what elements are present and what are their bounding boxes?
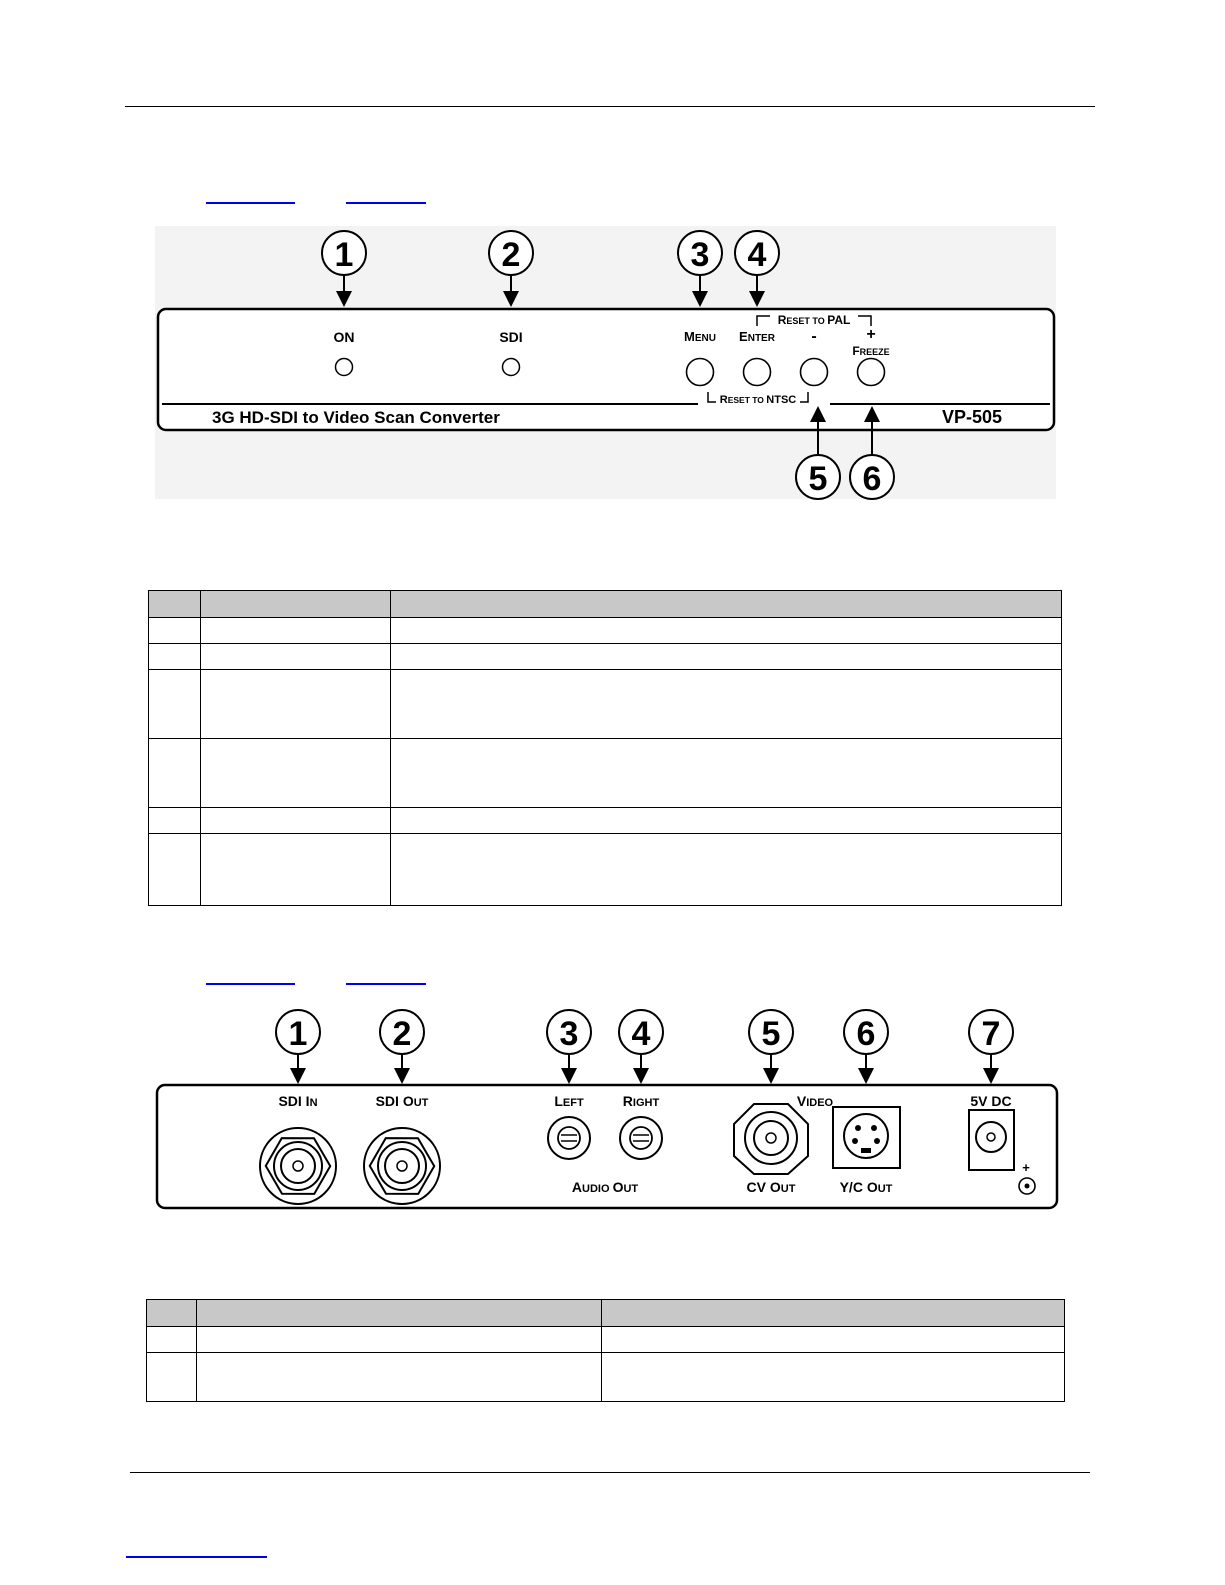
svg-text:3: 3 (690, 236, 710, 274)
reset-to-ntsc-label: RESET TO NTSC (719, 394, 797, 406)
menu-button-label: MENU (684, 329, 716, 344)
led-on-indicator (336, 359, 353, 376)
yc-out-label: Y/C OUT (839, 1179, 893, 1195)
svg-text:+: + (1022, 1160, 1030, 1175)
left-audio-rca-connector[interactable] (548, 1117, 590, 1159)
callout-1 (322, 231, 366, 299)
table-row (149, 739, 1062, 808)
rear-panel-figure (140, 1000, 1070, 1220)
callout-1 (276, 1010, 320, 1076)
svg-text:5: 5 (761, 1015, 781, 1053)
plus-freeze-button[interactable] (858, 359, 885, 386)
plus-button-label: + (866, 326, 876, 343)
callout-5 (749, 1010, 793, 1076)
footer-rule (130, 1472, 1090, 1473)
svg-text:1: 1 (334, 236, 354, 274)
callout-3 (547, 1010, 591, 1076)
table-row (149, 834, 1062, 906)
dc-power-jack[interactable] (969, 1110, 1014, 1170)
svg-text:1: 1 (288, 1015, 308, 1053)
callout-4 (735, 231, 779, 299)
dc-label: 5V DC (970, 1093, 1012, 1109)
yc-out-svideo-connector[interactable] (833, 1107, 900, 1168)
svg-text:4: 4 (631, 1015, 651, 1053)
table-row (149, 644, 1062, 670)
table-row (149, 808, 1062, 834)
svg-text:3: 3 (559, 1015, 579, 1053)
cv-out-bnc-connector[interactable] (734, 1104, 808, 1174)
footer-link-underline[interactable] (126, 1556, 267, 1558)
table-row (147, 1327, 1065, 1353)
enter-button[interactable] (744, 359, 771, 386)
led-sdi-indicator (503, 359, 520, 376)
enter-button-label: ENTER (739, 329, 775, 344)
link-underline[interactable] (346, 983, 426, 985)
menu-button[interactable] (687, 359, 714, 386)
right-audio-label: RIGHT (622, 1093, 660, 1109)
svg-text:6: 6 (862, 460, 882, 498)
minus-button-label: - (811, 328, 817, 345)
svg-text:5: 5 (808, 460, 828, 498)
svg-text:2: 2 (501, 236, 521, 274)
table-row (149, 670, 1062, 739)
led-label-on: ON (333, 329, 355, 345)
video-label: VIDEO (796, 1093, 834, 1109)
callout-6 (844, 1010, 888, 1076)
sdi-out-label: SDI OUT (375, 1093, 429, 1109)
link-underline[interactable] (346, 202, 426, 204)
model-name: VP-505 (941, 407, 1002, 427)
callout-2 (380, 1010, 424, 1076)
table-row (147, 1353, 1065, 1402)
sdi-in-label: SDI IN (278, 1093, 318, 1109)
callout-4 (619, 1010, 663, 1076)
product-description: 3G HD-SDI to Video Scan Converter (212, 408, 500, 427)
cv-out-label: CV OUT (746, 1179, 796, 1195)
svg-text:4: 4 (747, 236, 767, 274)
table-header-row (149, 591, 1062, 618)
minus-button[interactable] (801, 359, 828, 386)
link-underline[interactable] (206, 983, 295, 985)
led-label-sdi: SDI (499, 329, 523, 345)
freeze-button-label: FREEZE (852, 344, 890, 358)
callout-3 (678, 231, 722, 299)
header-rule (125, 106, 1095, 107)
table-header-row (147, 1300, 1065, 1327)
rear-panel-table (146, 1299, 1065, 1402)
link-underline[interactable] (206, 202, 295, 204)
svg-text:6: 6 (856, 1015, 876, 1053)
reset-to-pal-label: RESET TO PAL (777, 313, 851, 327)
front-panel-table (148, 590, 1062, 906)
right-audio-rca-connector[interactable] (620, 1117, 662, 1159)
svg-text:7: 7 (981, 1015, 1001, 1053)
callout-2 (489, 231, 533, 299)
front-panel-figure (140, 220, 1070, 510)
callout-7 (969, 1010, 1013, 1076)
audio-out-label: AUDIO OUT (571, 1179, 639, 1195)
table-row (149, 618, 1062, 644)
left-audio-label: LEFT (554, 1093, 584, 1109)
svg-text:2: 2 (392, 1015, 412, 1053)
